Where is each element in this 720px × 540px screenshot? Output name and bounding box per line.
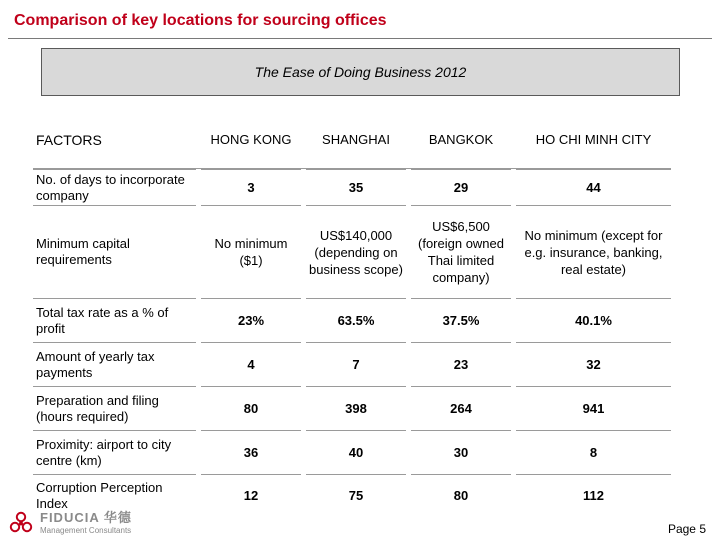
value-cell: US$140,000 (depending on business scope) — [306, 205, 406, 298]
value-cell: 398 — [306, 386, 406, 430]
value-cell: 80 — [411, 474, 511, 516]
city-header-bangkok: BANGKOK — [411, 111, 511, 169]
value-cell: No minimum ($1) — [201, 205, 301, 298]
city-header-shanghai: SHANGHAI — [306, 111, 406, 169]
title-divider — [8, 38, 712, 39]
value-cell: 63.5% — [306, 298, 406, 342]
table-row-days-to-incorporate — [33, 169, 671, 205]
value-cell: 40.1% — [516, 298, 671, 342]
value-cell: 23 — [411, 342, 511, 386]
value-cell: 4 — [201, 342, 301, 386]
value-cell: 37.5% — [411, 298, 511, 342]
fiducia-logo-icon — [8, 510, 34, 536]
value-cell: 23% — [201, 298, 301, 342]
value-cell: US$6,500 (foreign owned Thai limited company) — [411, 205, 511, 298]
value-cell: 40 — [306, 430, 406, 474]
value-cell: 32 — [516, 342, 671, 386]
value-cell: 44 — [516, 169, 671, 205]
factor-label: No. of days to incorporate company — [33, 169, 196, 205]
comparison-table — [33, 111, 671, 516]
logo-name: FIDUCIA 华德 — [40, 510, 132, 525]
factor-label: Preparation and filing (hours required) — [33, 386, 196, 430]
table-row-yearly-tax-payments — [33, 342, 671, 386]
city-header-ho-chi-minh-city: HO CHI MINH CITY — [516, 111, 671, 169]
factor-label: Corruption Perception Index — [33, 474, 196, 516]
value-cell: 941 — [516, 386, 671, 430]
factor-label: Amount of yearly tax payments — [33, 342, 196, 386]
factors-header: FACTORS — [33, 111, 196, 169]
table-row-airport-proximity — [33, 430, 671, 474]
table-row-minimum-capital — [33, 205, 671, 298]
logo-tagline: Management Consultants — [40, 526, 132, 535]
table-header-row — [33, 111, 671, 169]
value-cell: 7 — [306, 342, 406, 386]
value-cell: 35 — [306, 169, 406, 205]
value-cell: 12 — [201, 474, 301, 516]
table-row-total-tax-rate — [33, 298, 671, 342]
value-cell: 3 — [201, 169, 301, 205]
section-banner: The Ease of Doing Business 2012 — [41, 48, 680, 96]
company-logo — [8, 508, 158, 538]
factor-label: Total tax rate as a % of profit — [33, 298, 196, 342]
table-row-preparation-filing — [33, 386, 671, 430]
factor-label: Proximity: airport to city centre (km) — [33, 430, 196, 474]
value-cell: 8 — [516, 430, 671, 474]
page-number: Page 5 — [667, 522, 706, 536]
value-cell: 75 — [306, 474, 406, 516]
city-header-hong-kong: HONG KONG — [201, 111, 301, 169]
value-cell: 80 — [201, 386, 301, 430]
value-cell: 36 — [201, 430, 301, 474]
value-cell: 112 — [516, 474, 671, 516]
page-title: Comparison of key locations for sourcing offices — [14, 12, 387, 29]
value-cell: No minimum (except for e.g. insurance, banking, real estate) — [516, 205, 671, 298]
factor-label: Minimum capital requirements — [33, 205, 196, 298]
value-cell: 29 — [411, 169, 511, 205]
value-cell: 264 — [411, 386, 511, 430]
value-cell: 30 — [411, 430, 511, 474]
